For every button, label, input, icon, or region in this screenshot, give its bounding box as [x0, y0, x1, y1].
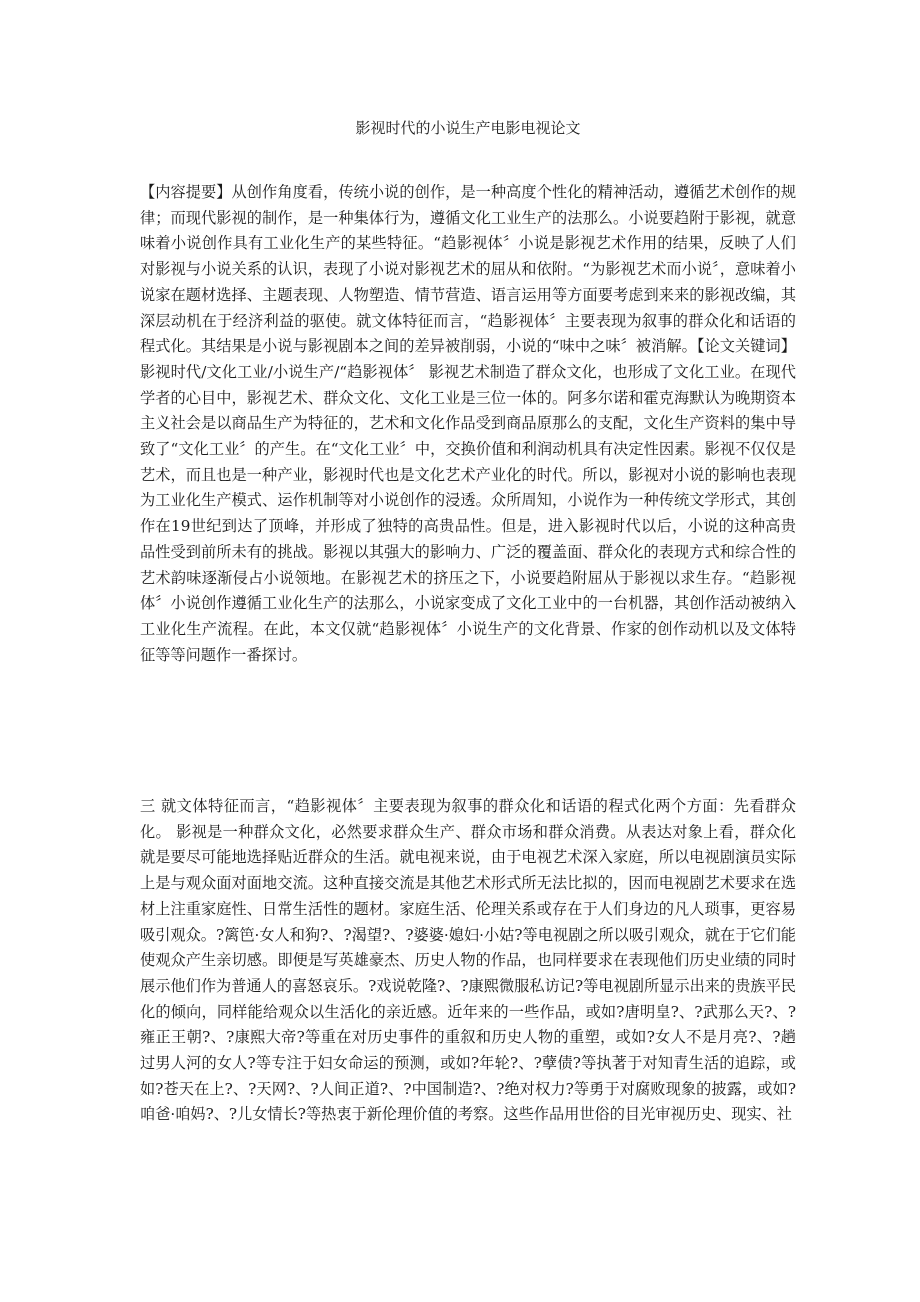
- section-three-paragraph: 三 就文体特征而言，“趋影视体〞主要表现为叙事的群众化和话语的程式化两个方面：先看群众化。 影视是一种群众文化，必然要求群众生产、群众市场和群众消费。从表达对象上看，群众化就是要尽可能地选择贴近群众的生活。就电视来说，由于电视艺术深入家庭，所以电视剧演员实际上是与观众面对面地交流。这种直接交流是其他艺术形式所无法比拟的，因而电视剧艺术要求在选材上注重家庭性、日常生活性的题材。家庭生活、伦理关系或存在于人们身边的凡人琐事，更容易吸引观众。?篱笆·女人和狗?、?渴望?、?婆婆·媳妇·小姑?等电视剧之所以吸引观众，就在于它们能使观众产生亲切感。即便是写英雄豪杰、历史人物的作品，也同样要求在表现他们历史业绩的同时展示他们作为普通人的喜怒哀乐。?戏说乾隆?、?康熙微服私访记?等电视剧所显示出来的贵族平民化的倾向，同样能给观众以生活化的亲近感。近年来的一些作品，或如?唐明皇?、?武那么天?、?雍正王朝?、?康熙大帝?等重在对历史事件的重叙和历史人物的重塑，或如?女人不是月亮?、?趟过男人河的女人?等专注于妇女命运的预测，或如?年轮?、?孽债?等执著于对知青生活的追踪，或如?苍天在上?、?天网?、?人间正道?、?中国制造?、?绝对权力?等勇于对腐败现象的披露，或如?咱爸·咱妈?、?儿女情长?等热衷于新伦理价值的考察。这些作品用世俗的目光审视历史、现实、社: [140, 797, 796, 1124]
- abstract-paragraph: 【内容提要】从创作角度看，传统小说的创作，是一种高度个性化的精神活动，遵循艺术创作的规律；而现代影视的制作，是一种集体行为，遵循文化工业生产的法那么。小说要趋附于影视，就意味着小说创作具有工业化生产的某些特征。“趋影视体〞小说是影视艺术作用的结果，反映了人们对影视与小说关系的认识，表现了小说对影视艺术的屈从和依附。“为影视艺术而小说〞，意味着小说家在题材选择、主题表现、人物塑造、情节营造、语言运用等方面要考虑到来来的影视改编，其深层动机在于经济利益的驱使。就文体特征而言，“趋影视体〞主要表现为叙事的群众化和话语的程式化。其结果是小说与影视剧本之间的差异被削弱，小说的“味中之味〞被消解。【论文关键词】 影视时代/文化工业/小说生产/“趋影视体〞 影视艺术制造了群众文化，也形成了文化工业。在现代学者的心目中，影视艺术、群众文化、文化工业是三位一体的。阿多尔诺和霍克海默认为晚期资本主义社会是以商品生产为特征的，艺术和文化作品受到商品原那么的支配，文化生产资料的集中导致了“文化工业〞的产生。在“文化工业〞中，交换价值和利润动机具有决定性因素。影视不仅仅是艺术，而且也是一种产业，影视时代也是文化艺术产业化的时代。所以，影视对小说的影响也表现为工业化生产模式、运作机制等对小说创作的浸透。众所周知，小说作为一种传统文学形式，其创作在19世纪到达了顶峰，并形成了独特的高贵品性。但是，进入影视时代以后，小说的这种高贵品性受到前所未有的挑战。影视以其强大的影响力、广泛的覆盖面、群众化的表现方式和综合性的艺术韵味逐渐侵占小说领地。在影视艺术的挤压之下，小说要趋附屈从于影视以求生存。“趋影视体〞小说创作遵循工业化生产的法那么，小说家变成了文化工业中的一台机器，其创作活动被纳入工业化生产流程。在此，本文仅就“趋影视体〞小说生产的文化背景、作家的创作动机以及文体特征等等问题作一番探讨。: [140, 183, 796, 664]
- document-title: 影视时代的小说生产电影电视论文: [355, 119, 581, 137]
